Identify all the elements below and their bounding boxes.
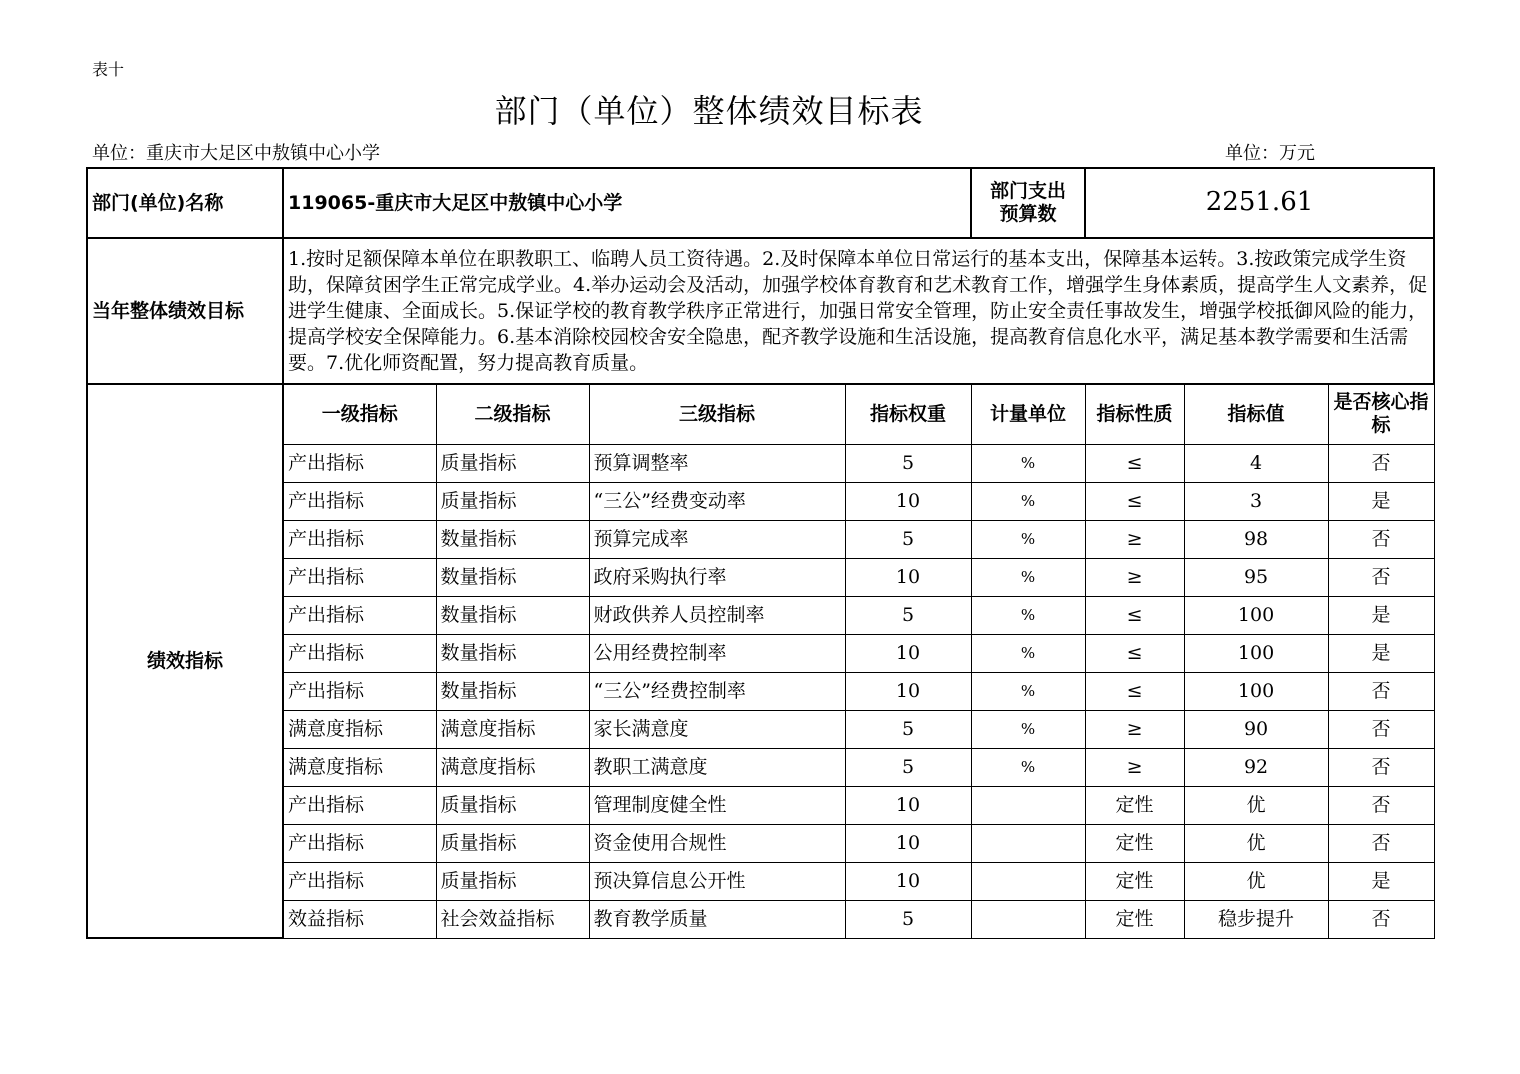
cell-level2: 质量指标 [436, 786, 589, 824]
table-row [87, 634, 1434, 672]
cell-nature: ≤ [1085, 634, 1184, 672]
table-row [87, 900, 1434, 938]
cell-level2: 质量指标 [436, 482, 589, 520]
cell-value: 优 [1184, 786, 1328, 824]
cell-core: 否 [1328, 710, 1434, 748]
cell-level1: 产出指标 [283, 482, 436, 520]
cell-level3: 预算完成率 [589, 520, 845, 558]
budget-value: 2251.61 [1085, 168, 1434, 238]
cell-level1: 产出指标 [283, 520, 436, 558]
header-unit: 计量单位 [971, 384, 1085, 444]
cell-unit [971, 862, 1085, 900]
cell-level2: 社会效益指标 [436, 900, 589, 938]
header-level2: 二级指标 [436, 384, 589, 444]
cell-weight: 5 [845, 444, 971, 482]
cell-weight: 5 [845, 900, 971, 938]
cell-level3: 教职工满意度 [589, 748, 845, 786]
cell-level2: 数量指标 [436, 596, 589, 634]
performance-table [86, 167, 1435, 939]
cell-unit: % [971, 672, 1085, 710]
cell-level1: 效益指标 [283, 900, 436, 938]
cell-core: 否 [1328, 900, 1434, 938]
table-tag: 表十 [92, 60, 125, 79]
cell-core: 否 [1328, 672, 1434, 710]
header-weight: 指标权重 [845, 384, 971, 444]
table-row [87, 672, 1434, 710]
cell-level3: “三公”经费控制率 [589, 672, 845, 710]
cell-level2: 数量指标 [436, 520, 589, 558]
cell-level1: 产出指标 [283, 862, 436, 900]
table-row [87, 444, 1434, 482]
cell-unit: % [971, 444, 1085, 482]
header-core: 是否核心指标 [1328, 384, 1434, 444]
cell-core: 是 [1328, 596, 1434, 634]
header-nature: 指标性质 [1085, 384, 1184, 444]
cell-core: 否 [1328, 824, 1434, 862]
cell-unit: % [971, 634, 1085, 672]
cell-level3: 管理制度健全性 [589, 786, 845, 824]
cell-value: 100 [1184, 596, 1328, 634]
dept-name-value: 119065-重庆市大足区中敖镇中心小学 [283, 168, 971, 238]
cell-level3: 公用经费控制率 [589, 634, 845, 672]
cell-unit: % [971, 596, 1085, 634]
cell-level1: 产出指标 [283, 444, 436, 482]
cell-unit [971, 824, 1085, 862]
cell-core: 否 [1328, 558, 1434, 596]
cell-level2: 质量指标 [436, 824, 589, 862]
table-row [87, 482, 1434, 520]
cell-weight: 5 [845, 520, 971, 558]
cell-value: 95 [1184, 558, 1328, 596]
cell-unit: % [971, 558, 1085, 596]
cell-weight: 5 [845, 748, 971, 786]
cell-weight: 10 [845, 824, 971, 862]
cell-weight: 5 [845, 596, 971, 634]
cell-value: 稳步提升 [1184, 900, 1328, 938]
cell-level3: 财政供养人员控制率 [589, 596, 845, 634]
budget-label-line1: 部门支出 [990, 180, 1067, 203]
cell-unit: % [971, 520, 1085, 558]
dept-name-label: 部门(单位)名称 [87, 168, 283, 238]
cell-level3: 预决算信息公开性 [589, 862, 845, 900]
cell-level2: 质量指标 [436, 444, 589, 482]
cell-nature: ≥ [1085, 520, 1184, 558]
unit-left: 单位：重庆市大足区中敖镇中心小学 [92, 143, 380, 164]
table-row [87, 862, 1434, 900]
cell-core: 否 [1328, 748, 1434, 786]
cell-level3: 资金使用合规性 [589, 824, 845, 862]
cell-level1: 产出指标 [283, 596, 436, 634]
cell-weight: 5 [845, 710, 971, 748]
cell-unit: % [971, 748, 1085, 786]
cell-value: 90 [1184, 710, 1328, 748]
cell-unit [971, 786, 1085, 824]
cell-nature: ≤ [1085, 672, 1184, 710]
cell-value: 优 [1184, 824, 1328, 862]
cell-weight: 10 [845, 862, 971, 900]
table-row [87, 558, 1434, 596]
cell-core: 否 [1328, 786, 1434, 824]
cell-level2: 数量指标 [436, 634, 589, 672]
cell-unit: % [971, 482, 1085, 520]
cell-weight: 10 [845, 672, 971, 710]
cell-nature: ≥ [1085, 748, 1184, 786]
cell-level3: 教育教学质量 [589, 900, 845, 938]
cell-level2: 质量指标 [436, 862, 589, 900]
cell-level2: 数量指标 [436, 558, 589, 596]
header-level1: 一级指标 [283, 384, 436, 444]
cell-level3: 政府采购执行率 [589, 558, 845, 596]
page-title: 部门（单位）整体绩效目标表 [494, 92, 924, 130]
table-row [87, 596, 1434, 634]
cell-nature: 定性 [1085, 900, 1184, 938]
goal-label: 当年整体绩效目标 [87, 238, 283, 384]
unit-right: 单位：万元 [1225, 143, 1315, 164]
cell-unit [971, 900, 1085, 938]
cell-value: 3 [1184, 482, 1328, 520]
cell-nature: 定性 [1085, 862, 1184, 900]
cell-level2: 满意度指标 [436, 710, 589, 748]
cell-level3: 预算调整率 [589, 444, 845, 482]
table-row [87, 748, 1434, 786]
perf-label: 绩效指标 [87, 384, 283, 938]
cell-level1: 产出指标 [283, 824, 436, 862]
cell-value: 100 [1184, 634, 1328, 672]
cell-nature: ≥ [1085, 558, 1184, 596]
cell-value: 优 [1184, 862, 1328, 900]
dept-name-row [87, 168, 1434, 238]
cell-value: 98 [1184, 520, 1328, 558]
table-row [87, 520, 1434, 558]
cell-level2: 满意度指标 [436, 748, 589, 786]
cell-nature: ≤ [1085, 596, 1184, 634]
cell-weight: 10 [845, 786, 971, 824]
cell-level1: 满意度指标 [283, 748, 436, 786]
cell-core: 是 [1328, 482, 1434, 520]
cell-core: 否 [1328, 444, 1434, 482]
cell-weight: 10 [845, 482, 971, 520]
cell-nature: ≤ [1085, 482, 1184, 520]
cell-nature: ≥ [1085, 710, 1184, 748]
cell-nature: 定性 [1085, 786, 1184, 824]
header-level3: 三级指标 [589, 384, 845, 444]
cell-weight: 10 [845, 558, 971, 596]
cell-level2: 数量指标 [436, 672, 589, 710]
cell-core: 是 [1328, 634, 1434, 672]
table-row [87, 824, 1434, 862]
cell-level1: 产出指标 [283, 672, 436, 710]
cell-unit: % [971, 710, 1085, 748]
header-value: 指标值 [1184, 384, 1328, 444]
table-row [87, 786, 1434, 824]
budget-label [971, 168, 1085, 238]
table-row [87, 710, 1434, 748]
cell-core: 否 [1328, 520, 1434, 558]
cell-level1: 产出指标 [283, 558, 436, 596]
cell-nature: ≤ [1085, 444, 1184, 482]
cell-weight: 10 [845, 634, 971, 672]
cell-level3: “三公”经费变动率 [589, 482, 845, 520]
cell-level1: 满意度指标 [283, 710, 436, 748]
cell-value: 92 [1184, 748, 1328, 786]
perf-header-row [87, 384, 1434, 444]
goal-row [87, 238, 1434, 384]
goal-text: 1.按时足额保障本单位在职教职工、临聘人员工资待遇。2.及时保障本单位日常运行的基本支出，保障基本运转。3.按政策完成学生资助，保障贫困学生正常完成学业。4.举办运动会及活动，加强学校体育教育和艺术教育工作，增强学生身体素质，提高学生人文素养，促进学生健康、全面成长。5.保证学校的教育教学秩序正常进行，加强日常安全管理，防止安全责任事故发生，增强学校抵御风险的能力，提高学校安全保障能力。6.基本消除校园校舍安全隐患，配齐教学设施和生活设施，提高教育信息化水平，满足基本教学需要和生活需要。7.优化师资配置，努力提高教育质量。 [283, 238, 1434, 384]
cell-level1: 产出指标 [283, 634, 436, 672]
cell-level1: 产出指标 [283, 786, 436, 824]
cell-level3: 家长满意度 [589, 710, 845, 748]
budget-label-line2: 预算数 [999, 203, 1057, 225]
cell-core: 是 [1328, 862, 1434, 900]
cell-nature: 定性 [1085, 824, 1184, 862]
cell-value: 4 [1184, 444, 1328, 482]
cell-value: 100 [1184, 672, 1328, 710]
